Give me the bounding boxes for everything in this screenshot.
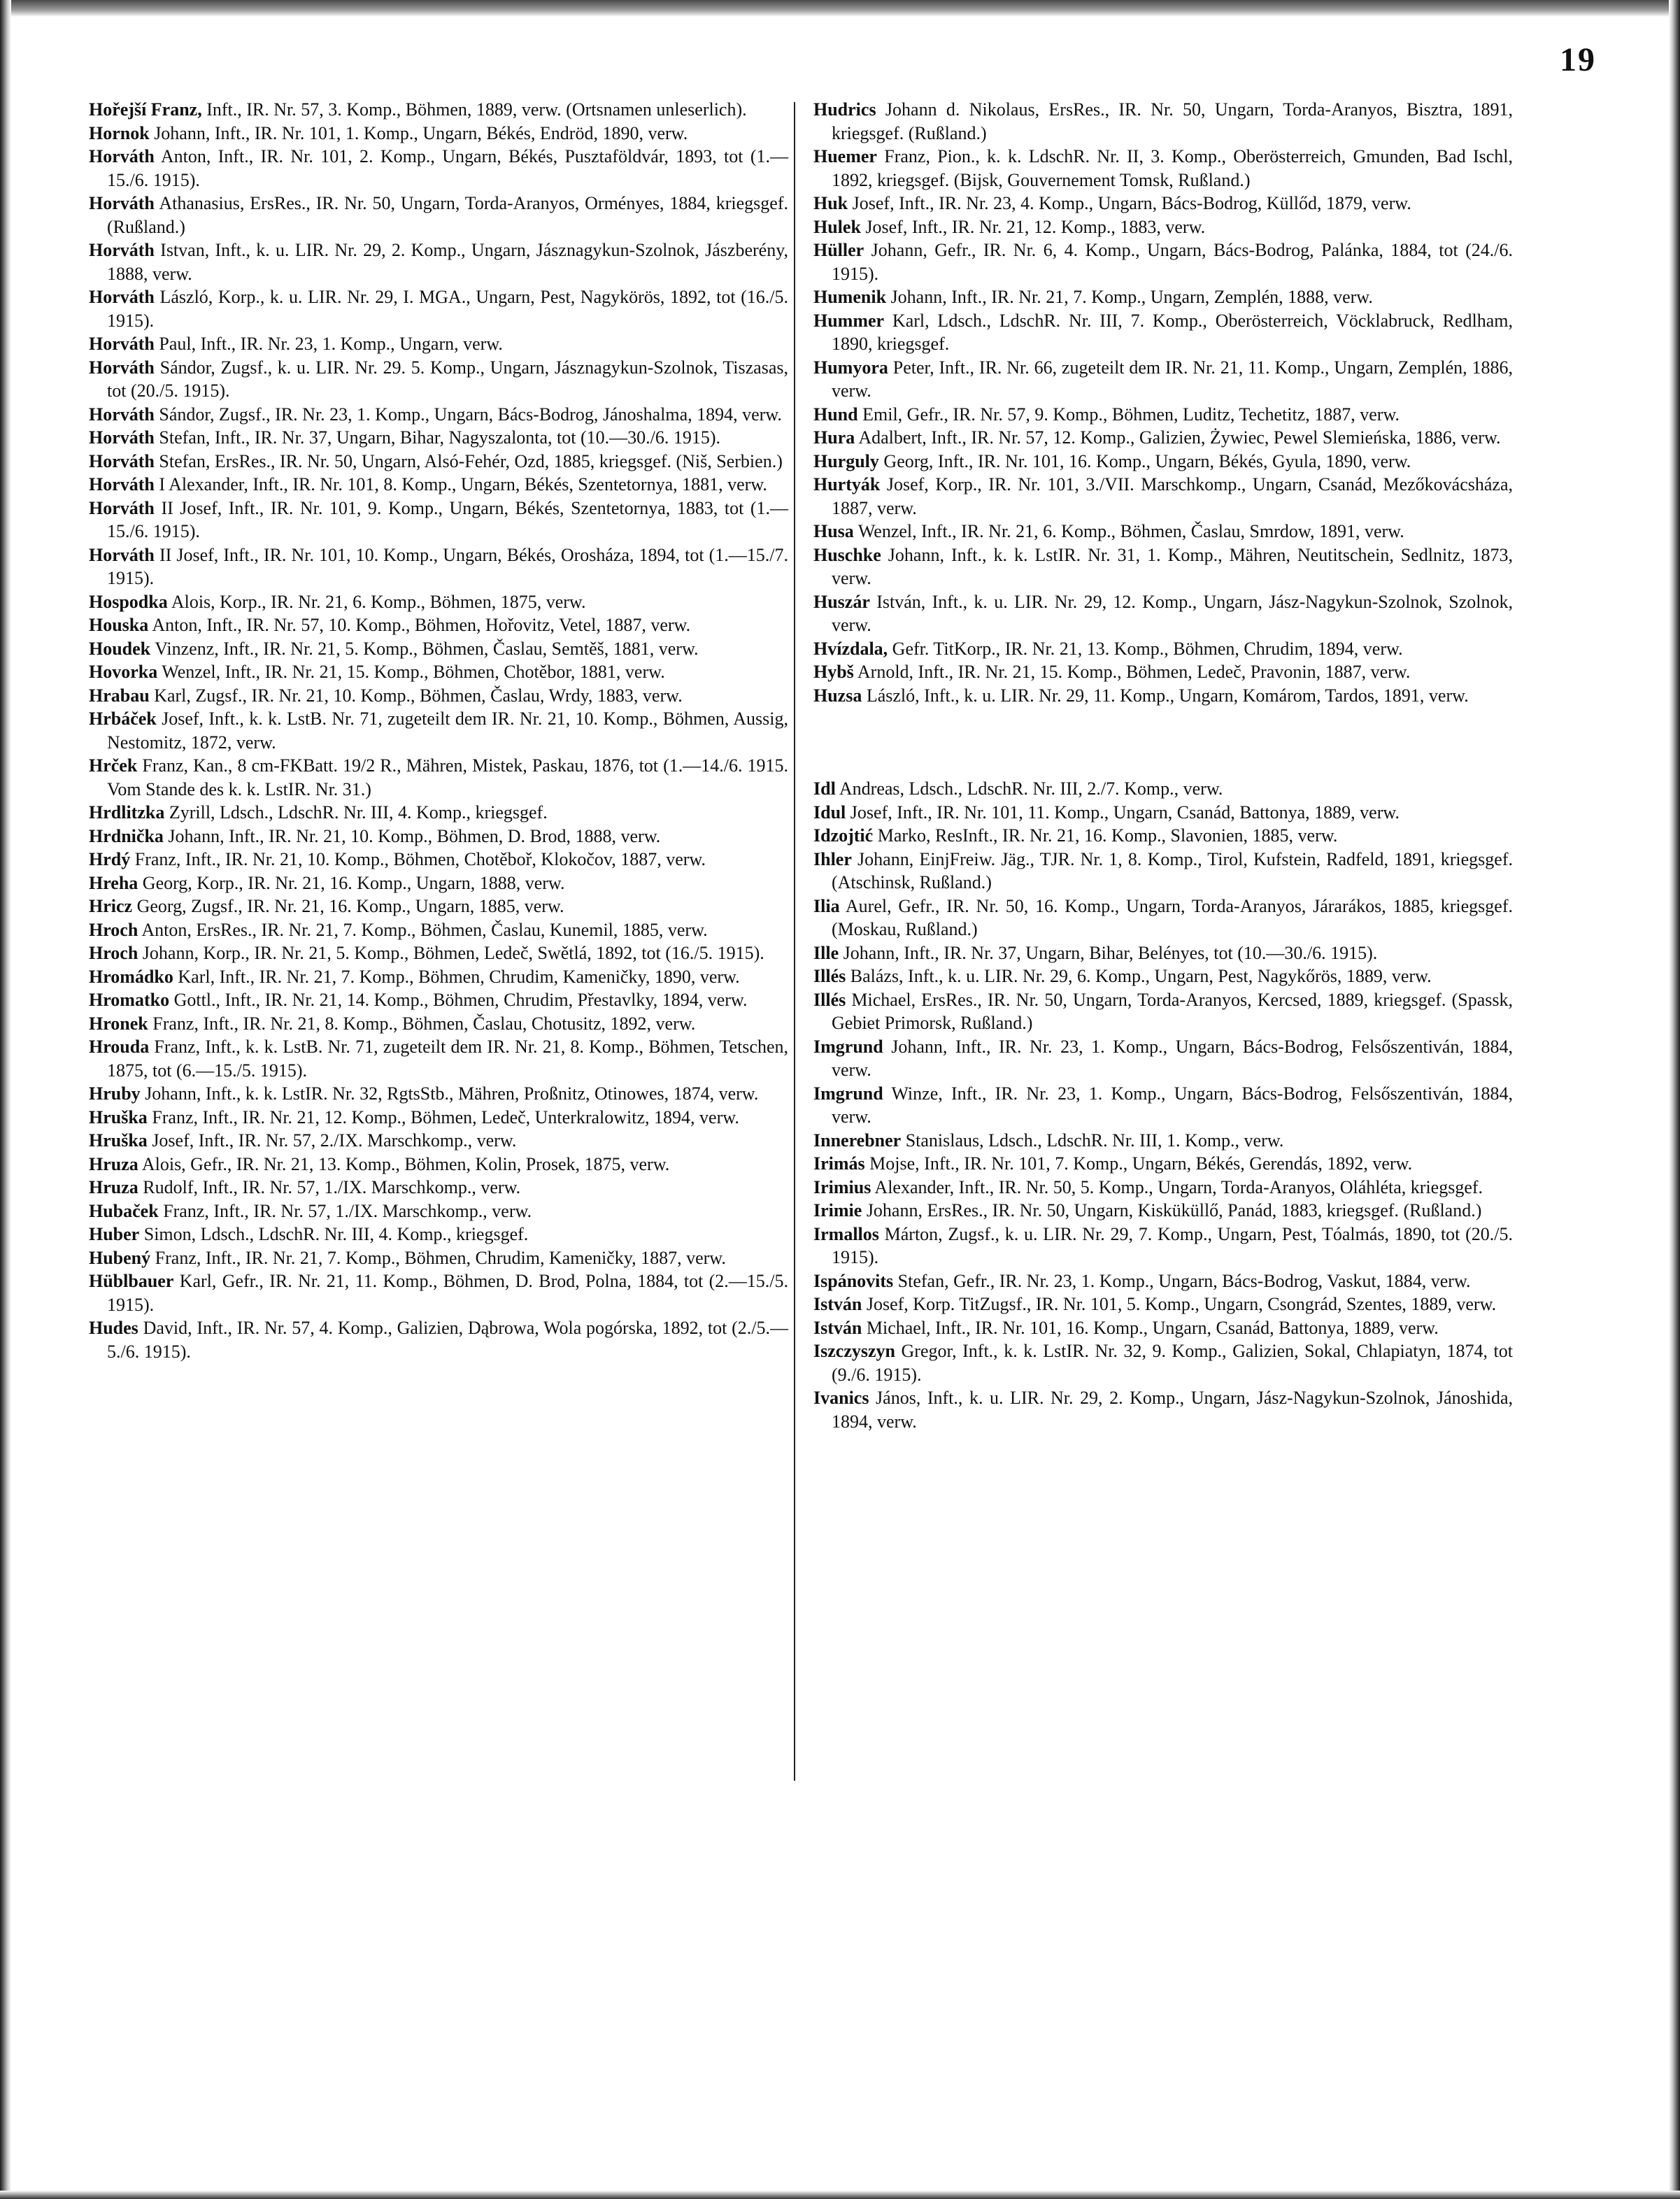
roll-entry xyxy=(813,239,1513,285)
roll-entry xyxy=(813,1035,1513,1082)
entry-surname: Humenik xyxy=(813,287,887,307)
entry-surname: Idul xyxy=(813,802,846,823)
entry-details: Franz, Inft., IR. Nr. 21, 10. Komp., Böhmen, Chotěboř, Klokočov, 1887, verw. xyxy=(134,849,706,869)
roll-entry xyxy=(89,332,788,356)
entry-surname: Hricz xyxy=(89,896,133,916)
entry-details: Inft., IR. Nr. 57, 3. Komp., Böhmen, 1889, verw. (Ortsnamen unleserlich). xyxy=(206,99,747,120)
entry-surname: István xyxy=(813,1294,862,1314)
entry-surname: Horváth xyxy=(89,287,155,307)
entry-details: Marko, ResInft., IR. Nr. 21, 16. Komp., Slavonien, 1885, verw. xyxy=(877,825,1338,846)
roll-entry xyxy=(89,754,788,801)
entry-surname: Horváth xyxy=(89,544,155,565)
roll-entry xyxy=(813,1223,1513,1269)
entry-surname: Iszczyszyn xyxy=(813,1341,895,1361)
entry-details: II Josef, Inft., IR. Nr. 101, 9. Komp., Ungarn, Békés, Szentetornya, 1883, tot (1.—15./6. 1915). xyxy=(107,497,789,541)
entry-surname: Hornok xyxy=(89,122,150,143)
entry-surname: Hudes xyxy=(89,1318,138,1338)
roll-entry xyxy=(89,1012,788,1036)
roll-entry xyxy=(89,590,788,614)
entry-surname: Husa xyxy=(813,521,854,541)
roll-entry xyxy=(813,684,1513,708)
entry-surname: Hospodka xyxy=(89,591,168,612)
entry-details: Franz, Inft., k. k. LstB. Nr. 71, zugeteilt dem IR. Nr. 21, 8. Komp., Böhmen, Tetschen, 1875, tot (6.—15./5. 1915). xyxy=(107,1037,789,1081)
roll-entry xyxy=(813,98,1513,145)
entry-surname: Imgrund xyxy=(813,1083,883,1104)
entry-surname: István xyxy=(813,1317,862,1338)
entry-details: Johann, ErsRes., IR. Nr. 50, Ungarn, Kisküküllő, Panád, 1883, kriegsgef. (Rußland.) xyxy=(866,1200,1482,1221)
entry-details: Georg, Zugsf., IR. Nr. 21, 16. Komp., Ungarn, 1885, verw. xyxy=(136,896,564,916)
entry-surname: Illés xyxy=(813,989,846,1010)
entry-details: Franz, Inft., IR. Nr. 21, 8. Komp., Böhmen, Časlau, Chotusitz, 1892, verw. xyxy=(152,1013,696,1034)
entry-surname: Hund xyxy=(813,404,858,425)
roll-entry xyxy=(813,145,1513,192)
roll-entry xyxy=(89,918,788,942)
roll-entry xyxy=(813,520,1513,543)
entry-surname: Huschke xyxy=(813,544,881,565)
entry-details: I Alexander, Inft., IR. Nr. 101, 8. Komp., Ungarn, Békés, Szentetornya, 1881, verw. xyxy=(159,474,767,494)
entry-details: Johann, Gefr., IR. Nr. 6, 4. Komp., Ungarn, Bács-Bodrog, Palánka, 1884, tot (24./6. 1915). xyxy=(832,240,1513,284)
right-column-h-section xyxy=(813,98,1513,707)
entry-details: Aurel, Gefr., IR. Nr. 50, 16. Komp., Ungarn, Torda-Aranyos, Járarákos, 1885, kriegsgef. (Moskau, Rußland.) xyxy=(832,895,1513,939)
roll-entry xyxy=(89,1176,788,1200)
entry-surname: Horváth xyxy=(89,193,155,213)
scan-left-edge xyxy=(0,0,11,2199)
entry-details: Wenzel, Inft., IR. Nr. 21, 6. Komp., Böhmen, Časlau, Smrdow, 1891, verw. xyxy=(857,521,1404,541)
entry-surname: Irimius xyxy=(813,1176,871,1197)
entry-details: László, Inft., k. u. LIR. Nr. 29, 11. Komp., Ungarn, Komárom, Tardos, 1891, verw. xyxy=(866,685,1469,706)
entry-details: Simon, Ldsch., LdschR. Nr. III, 4. Komp., kriegsgef. xyxy=(143,1224,529,1244)
entry-details: Adalbert, Inft., IR. Nr. 57, 12. Komp., Galizien, Żywiec, Pewel Slemieńska, 1886, verw. xyxy=(858,427,1501,448)
entry-surname: Hruby xyxy=(89,1083,141,1104)
entry-surname: Ilia xyxy=(813,895,840,916)
roll-entry xyxy=(89,497,788,543)
entry-surname: Hrdý xyxy=(89,849,131,869)
entry-details: Josef, Inft., IR. Nr. 23, 4. Komp., Ungarn, Bács-Bodrog, Küllőd, 1879, verw. xyxy=(852,193,1411,213)
roll-entry xyxy=(813,941,1513,965)
entry-surname: Hurguly xyxy=(813,450,879,471)
entry-details: Sándor, Zugsf., k. u. LIR. Nr. 29. 5. Komp., Ungarn, Jásznagykun-Szolnok, Tiszasas, tot (20./5. 1915). xyxy=(107,357,788,401)
entry-surname: Hrabau xyxy=(89,685,150,706)
entry-surname: Horváth xyxy=(89,497,155,518)
roll-entry xyxy=(813,215,1513,239)
entry-details: Anton, Inft., IR. Nr. 57, 10. Komp., Böhmen, Hořovitz, Vetel, 1887, verw. xyxy=(152,615,691,635)
roll-entry xyxy=(813,1316,1513,1340)
entry-surname: Hummer xyxy=(813,310,885,331)
roll-entry xyxy=(813,1386,1513,1433)
roll-entry xyxy=(813,1293,1513,1316)
entry-details: Johann, Inft., k. k. LstIR. Nr. 32, RgtsStb., Mähren, Proßnitz, Otinowes, 1874, verw. xyxy=(145,1083,759,1104)
entry-details: Karl, Ldsch., LdschR. Nr. III, 7. Komp., Oberösterreich, Vöcklabruck, Redlham, 1890, kriegsgef. xyxy=(832,310,1514,354)
roll-entry xyxy=(813,1176,1513,1200)
entry-surname: Huk xyxy=(813,193,848,213)
entry-details: Stefan, Gefr., IR. Nr. 23, 1. Komp., Ungarn, Bács-Bodrog, Vaskut, 1884, verw. xyxy=(897,1270,1471,1291)
entry-details: Johann d. Nikolaus, ErsRes., IR. Nr. 50, Ungarn, Torda-Aranyos, Bisztra, 1891, kriegsgef. (Rußland.) xyxy=(832,99,1513,143)
entry-surname: Hovorka xyxy=(89,662,158,682)
roll-entry xyxy=(813,824,1513,848)
entry-surname: Idl xyxy=(813,778,836,799)
entry-details: Vinzenz, Inft., IR. Nr. 21, 5. Komp., Böhmen, Časlau, Semtěš, 1881, verw. xyxy=(155,638,699,659)
entry-surname: Hromatko xyxy=(89,990,170,1010)
entry-details: Stefan, ErsRes., IR. Nr. 50, Ungarn, Alsó-Fehér, Ozd, 1885, kriegsgef. (Niš, Serbien.) xyxy=(159,450,783,471)
entry-details: Johann, Inft., IR. Nr. 21, 10. Komp., Böhmen, D. Brod, 1888, verw. xyxy=(168,825,661,846)
roll-entry xyxy=(89,988,788,1012)
entry-details: Franz, Kan., 8 cm-FKBatt. 19/2 R., Mähren, Mistek, Paskau, 1876, tot (1.—14./6. 1915. Vom Stande des k. k. LstIR. Nr. 31.) xyxy=(107,755,788,799)
entry-details: Johann, EinjFreiw. Jäg., TJR. Nr. 1, 8. Komp., Tirol, Kufstein, Radfeld, 1891, kriegsgef. (Atschinsk, Rußland.) xyxy=(832,848,1513,892)
entry-details: Anton, Inft., IR. Nr. 101, 2. Komp., Ungarn, Békés, Pusztaföldvár, 1893, tot (1.—15./6. 1915). xyxy=(107,146,788,190)
roll-entry xyxy=(89,403,788,427)
entry-details: Istvan, Inft., k. u. LIR. Nr. 29, 2. Komp., Ungarn, Jásznagykun-Szolnok, Jászberény, 1888, verw. xyxy=(107,240,789,284)
roll-entry xyxy=(89,965,788,989)
roll-entry xyxy=(89,848,788,871)
entry-surname: Hudrics xyxy=(813,99,876,120)
entry-details: Rudolf, Inft., IR. Nr. 57, 1./IX. Marschkomp., verw. xyxy=(143,1177,521,1197)
entry-surname: Hreha xyxy=(89,872,138,893)
roll-entry xyxy=(89,1035,788,1082)
roll-entry xyxy=(813,192,1513,215)
entry-surname: Innerebner xyxy=(813,1130,902,1151)
entry-surname: Hüblbauer xyxy=(89,1271,174,1291)
entry-details: Alois, Gefr., IR. Nr. 21, 13. Komp., Böhmen, Kolin, Prosek, 1875, verw. xyxy=(141,1153,670,1174)
roll-entry xyxy=(89,707,788,754)
roll-entry xyxy=(89,1200,788,1223)
entry-details: Michael, ErsRes., IR. Nr. 50, Ungarn, Torda-Aranyos, Kercsed, 1889, kriegsgef. (Spassk, Gebiet Primorsk, Rußland.) xyxy=(832,989,1514,1033)
roll-entry xyxy=(89,450,788,474)
entry-surname: Huber xyxy=(89,1224,140,1244)
entry-details: Andreas, Ldsch., LdschR. Nr. III, 2./7. Komp., verw. xyxy=(839,778,1223,799)
roll-entry xyxy=(813,660,1513,684)
entry-surname: Irimás xyxy=(813,1153,865,1174)
entry-details: Balázs, Inft., k. u. LIR. Nr. 29, 6. Komp., Ungarn, Pest, Nagykőrös, 1889, verw. xyxy=(850,966,1432,986)
entry-details: Johann, Inft., IR. Nr. 101, 1. Komp., Ungarn, Békés, Endröd, 1890, verw. xyxy=(154,122,688,143)
entry-surname: Huemer xyxy=(813,146,877,166)
roll-entry xyxy=(813,450,1513,474)
entry-details: Stefan, Inft., IR. Nr. 37, Ungarn, Bihar, Nagyszalonta, tot (10.—30./6. 1915). xyxy=(159,427,721,448)
entry-surname: Horváth xyxy=(89,474,155,494)
entry-details: Karl, Inft., IR. Nr. 21, 7. Komp., Böhmen, Chrudim, Kameničky, 1890, verw. xyxy=(178,966,740,987)
entry-surname: Hubený xyxy=(89,1247,151,1268)
roll-entry xyxy=(89,426,788,450)
entry-surname: Irmallos xyxy=(813,1223,879,1244)
roll-entry xyxy=(89,1082,788,1106)
roll-entry xyxy=(89,1153,788,1176)
roll-entry xyxy=(89,543,788,590)
scan-top-edge xyxy=(0,0,1680,17)
entry-surname: Imgrund xyxy=(813,1036,883,1057)
roll-entry xyxy=(813,356,1513,403)
right-column-i-section xyxy=(813,777,1513,1433)
entry-details: Mojse, Inft., IR. Nr. 101, 7. Komp., Ungarn, Békés, Gerendás, 1892, verw. xyxy=(869,1153,1413,1174)
entry-surname: Huzsa xyxy=(813,685,862,706)
entry-surname: Hronek xyxy=(89,1013,148,1034)
roll-entry xyxy=(89,825,788,848)
entry-surname: Ihler xyxy=(813,848,852,869)
entry-surname: Horváth xyxy=(89,146,155,166)
scan-bottom-edge xyxy=(0,2191,1680,2199)
entry-details: János, Inft., k. u. LIR. Nr. 29, 2. Komp., Ungarn, Jász-Nagykun-Szolnok, Jánoshida, 1894, verw. xyxy=(832,1388,1514,1432)
entry-surname: Idzojtić xyxy=(813,825,874,846)
roll-entry xyxy=(813,426,1513,450)
entry-surname: Hruška xyxy=(89,1130,148,1151)
entry-surname: Hruška xyxy=(89,1106,148,1127)
roll-entry xyxy=(89,637,788,661)
roll-entry xyxy=(89,1246,788,1270)
roll-entry xyxy=(89,122,788,145)
entry-details: David, Inft., IR. Nr. 57, 4. Komp., Galizien, Dąbrowa, Wola pogórska, 1892, tot (2./5.—5./6. 1915). xyxy=(107,1318,788,1362)
entry-surname: Hurtyák xyxy=(813,474,881,494)
roll-entry xyxy=(813,848,1513,895)
roll-entry xyxy=(813,590,1513,637)
entry-surname: Ispánovits xyxy=(813,1270,894,1291)
entry-surname: Hrdlitzka xyxy=(89,802,165,823)
entry-details: Josef, Inft., IR. Nr. 57, 2./IX. Marschkomp., verw. xyxy=(152,1130,517,1151)
entry-details: Johann, Inft., IR. Nr. 23, 1. Komp., Ungarn, Bács-Bodrog, Felsőszentiván, 1884, verw. xyxy=(832,1036,1514,1080)
entry-surname: Horváth xyxy=(89,240,155,260)
section-gap xyxy=(813,707,1513,777)
entry-details: Gregor, Inft., k. k. LstIR. Nr. 32, 9. Komp., Galizien, Sokal, Chlapiatyn, 1874, tot (9./6. 1915). xyxy=(832,1341,1514,1385)
roll-entry xyxy=(89,895,788,918)
roll-entry xyxy=(89,1269,788,1316)
roll-entry xyxy=(813,1129,1513,1153)
roll-entry xyxy=(813,1339,1513,1386)
roll-entry xyxy=(89,613,788,637)
column-divider xyxy=(794,102,795,1781)
entry-surname: Horváth xyxy=(89,357,155,378)
right-column xyxy=(813,98,1513,1433)
entry-surname: Hrbáček xyxy=(89,709,157,729)
roll-entry xyxy=(813,1269,1513,1293)
roll-entry xyxy=(813,777,1513,801)
entry-details: Winze, Inft., IR. Nr. 23, 1. Komp., Ungarn, Bács-Bodrog, Felsőszentiván, 1884, verw. xyxy=(832,1083,1513,1127)
entry-details: Wenzel, Inft., IR. Nr. 21, 15. Komp., Böhmen, Chotěbor, 1881, verw. xyxy=(162,662,665,682)
roll-entry xyxy=(813,1199,1513,1223)
roll-entry xyxy=(813,543,1513,590)
entry-surname: Hubaček xyxy=(89,1200,159,1221)
entry-details: Gefr. TitKorp., IR. Nr. 21, 13. Komp., Böhmen, Chrudim, 1894, verw. xyxy=(892,638,1403,659)
roll-entry xyxy=(89,1106,788,1130)
entry-surname: Irimie xyxy=(813,1200,862,1221)
roll-entry xyxy=(89,871,788,895)
roll-entry xyxy=(813,637,1513,661)
entry-surname: Hořejší Franz, xyxy=(89,99,202,120)
roll-entry xyxy=(89,98,788,122)
entry-details: Johann, Inft., k. k. LstIR. Nr. 31, 1. Komp., Mähren, Neutitschein, Sedlnitz, 1873, verw. xyxy=(832,544,1513,588)
entry-details: Franz, Inft., IR. Nr. 21, 7. Komp., Böhmen, Chrudim, Kameničky, 1887, verw. xyxy=(155,1247,726,1268)
entry-surname: Horváth xyxy=(89,450,155,471)
entry-details: Karl, Zugsf., IR. Nr. 21, 10. Komp., Böhmen, Časlau, Wrdy, 1883, verw. xyxy=(154,685,683,706)
entry-details: Anton, ErsRes., IR. Nr. 21, 7. Komp., Böhmen, Časlau, Kunemil, 1885, verw. xyxy=(141,919,708,940)
roll-entry xyxy=(89,684,788,708)
roll-entry xyxy=(813,1082,1513,1129)
entry-details: Márton, Zugsf., k. u. LIR. Nr. 29, 7. Komp., Ungarn, Pest, Tóalmás, 1890, tot (20./5. 1915). xyxy=(832,1223,1513,1267)
roll-entry xyxy=(89,1129,788,1153)
entry-details: Johann, Korp., IR. Nr. 21, 5. Komp., Böhmen, Ledeč, Swětlá, 1892, tot (16./5. 1915). xyxy=(142,943,764,963)
entry-details: László, Korp., k. u. LIR. Nr. 29, I. MGA., Ungarn, Pest, Nagykörös, 1892, tot (16./5. 1915). xyxy=(107,287,789,331)
roll-entry xyxy=(813,473,1513,520)
scan-right-edge xyxy=(1669,0,1680,2199)
roll-entry xyxy=(813,285,1513,309)
entry-details: István, Inft., k. u. LIR. Nr. 29, 12. Komp., Ungarn, Jász-Nagykun-Szolnok, Szolnok, verw. xyxy=(832,591,1514,635)
entry-surname: Horváth xyxy=(89,427,155,448)
entry-surname: Ille xyxy=(813,942,839,963)
roll-entry xyxy=(813,895,1513,941)
entry-surname: Hroch xyxy=(89,919,138,940)
entry-details: Josef, Korp. TitZugsf., IR. Nr. 101, 5. Komp., Ungarn, Csongrád, Szentes, 1889, verw. xyxy=(866,1294,1497,1314)
entry-details: Josef, Korp., IR. Nr. 101, 3./VII. Marschkomp., Ungarn, Csanád, Mezőkovácsháza, 1887, verw. xyxy=(832,474,1514,518)
roll-entry xyxy=(89,941,788,965)
entry-surname: Hura xyxy=(813,427,855,448)
entry-surname: Hrdnička xyxy=(89,825,164,846)
entry-details: Franz, Pion., k. k. LdschR. Nr. II, 3. Komp., Oberösterreich, Gmunden, Bad Ischl, 1892, kriegsgef. (Bijsk, Gouvernement Tomsk, Rußland.) xyxy=(832,146,1513,190)
roll-entry xyxy=(813,1152,1513,1176)
entry-surname: Hruza xyxy=(89,1177,138,1197)
entry-surname: Humyora xyxy=(813,357,888,378)
entry-details: Gottl., Inft., IR. Nr. 21, 14. Komp., Böhmen, Chrudim, Přestavlky, 1894, verw. xyxy=(173,990,748,1010)
entry-details: Sándor, Zugsf., IR. Nr. 23, 1. Komp., Ungarn, Bács-Bodrog, Jánoshalma, 1894, verw. xyxy=(159,404,782,425)
entry-details: Stanislaus, Ldsch., LdschR. Nr. III, 1. Komp., verw. xyxy=(905,1130,1284,1151)
entry-surname: Hrouda xyxy=(89,1037,150,1057)
entry-details: Alexander, Inft., IR. Nr. 50, 5. Komp., Ungarn, Torda-Aranyos, Oláhléta, kriegsgef. xyxy=(874,1176,1483,1197)
entry-details: Emil, Gefr., IR. Nr. 57, 9. Komp., Böhmen, Luditz, Techetitz, 1887, verw. xyxy=(862,404,1400,425)
entry-details: Arnold, Inft., IR. Nr. 21, 15. Komp., Böhmen, Ledeč, Pravonin, 1887, verw. xyxy=(857,662,1411,682)
entry-surname: Houdek xyxy=(89,638,151,659)
entry-surname: Horváth xyxy=(89,334,155,354)
entry-details: Athanasius, ErsRes., IR. Nr. 50, Ungarn, Torda-Aranyos, Orményes, 1884, kriegsgef. (Rußland.) xyxy=(107,193,788,237)
entry-details: Johann, Inft., IR. Nr. 21, 7. Komp., Ungarn, Zemplén, 1888, verw. xyxy=(890,287,1373,307)
roll-entry xyxy=(89,145,788,192)
roll-entry xyxy=(89,356,788,403)
roll-entry xyxy=(89,1316,788,1363)
entry-details: Michael, Inft., IR. Nr. 101, 16. Komp., Ungarn, Csanád, Battonya, 1889, verw. xyxy=(866,1317,1439,1338)
entry-details: Zyrill, Ldsch., LdschR. Nr. III, 4. Komp., kriegsgef. xyxy=(169,802,548,823)
entry-surname: Hüller xyxy=(813,240,864,260)
entry-details: Josef, Inft., IR. Nr. 101, 11. Komp., Ungarn, Csanád, Battonya, 1889, verw. xyxy=(850,802,1400,823)
entry-surname: Huszár xyxy=(813,591,870,612)
page-number: 19 xyxy=(1560,41,1596,78)
entry-surname: Hruza xyxy=(89,1153,138,1174)
entry-details: Peter, Inft., IR. Nr. 66, zugeteilt dem IR. Nr. 21, 11. Komp., Ungarn, Zemplén, 1886, verw. xyxy=(832,357,1514,401)
roll-entry xyxy=(89,285,788,332)
entry-surname: Hroch xyxy=(89,943,138,963)
roll-entry xyxy=(89,192,788,239)
entry-details: Johann, Inft., IR. Nr. 37, Ungarn, Bihar, Belényes, tot (10.—30./6. 1915). xyxy=(843,942,1378,963)
entry-details: Georg, Korp., IR. Nr. 21, 16. Komp., Ungarn, 1888, verw. xyxy=(142,872,565,893)
entry-surname: Hulek xyxy=(813,216,861,237)
entry-details: Josef, Inft., k. k. LstB. Nr. 71, zugeteilt dem IR. Nr. 21, 10. Komp., Böhmen, Aussig, Nestomitz, 1872, verw. xyxy=(107,709,788,753)
entry-details: Paul, Inft., IR. Nr. 23, 1. Komp., Ungarn, verw. xyxy=(159,334,503,354)
roll-entry xyxy=(89,660,788,684)
entry-surname: Ivanics xyxy=(813,1388,869,1408)
entry-details: Georg, Inft., IR. Nr. 101, 16. Komp., Ungarn, Békés, Gyula, 1890, verw. xyxy=(883,450,1411,471)
entry-details: Alois, Korp., IR. Nr. 21, 6. Komp., Böhmen, 1875, verw. xyxy=(171,591,586,612)
entry-details: Franz, Inft., IR. Nr. 21, 12. Komp., Böhmen, Ledeč, Unterkralowitz, 1894, verw. xyxy=(152,1106,739,1127)
roll-entry xyxy=(813,309,1513,356)
entry-surname: Horváth xyxy=(89,404,155,425)
roll-entry xyxy=(813,403,1513,427)
entry-details: Franz, Inft., IR. Nr. 57, 1./IX. Marschkomp., verw. xyxy=(163,1200,532,1221)
entry-surname: Illés xyxy=(813,966,846,986)
left-column xyxy=(89,98,788,1363)
roll-entry xyxy=(813,801,1513,825)
roll-entry xyxy=(89,239,788,285)
entry-details: II Josef, Inft., IR. Nr. 101, 10. Komp., Ungarn, Békés, Orosháza, 1894, tot (1.—15./7. 1915). xyxy=(107,544,789,588)
entry-surname: Hvízdala, xyxy=(813,638,888,659)
roll-entry xyxy=(89,473,788,497)
roll-entry xyxy=(89,1223,788,1246)
roll-entry xyxy=(813,965,1513,988)
entry-details: Karl, Gefr., IR. Nr. 21, 11. Komp., Böhmen, D. Brod, Polna, 1884, tot (2.—15./5. 1915). xyxy=(107,1271,789,1315)
entry-surname: Houska xyxy=(89,615,149,635)
entry-surname: Hrček xyxy=(89,755,138,776)
entry-surname: Hromádko xyxy=(89,966,173,987)
entry-surname: Hybš xyxy=(813,662,854,682)
roll-entry xyxy=(813,988,1513,1035)
entry-details: Josef, Inft., IR. Nr. 21, 12. Komp., 1883, verw. xyxy=(865,216,1206,237)
roll-entry xyxy=(89,801,788,825)
